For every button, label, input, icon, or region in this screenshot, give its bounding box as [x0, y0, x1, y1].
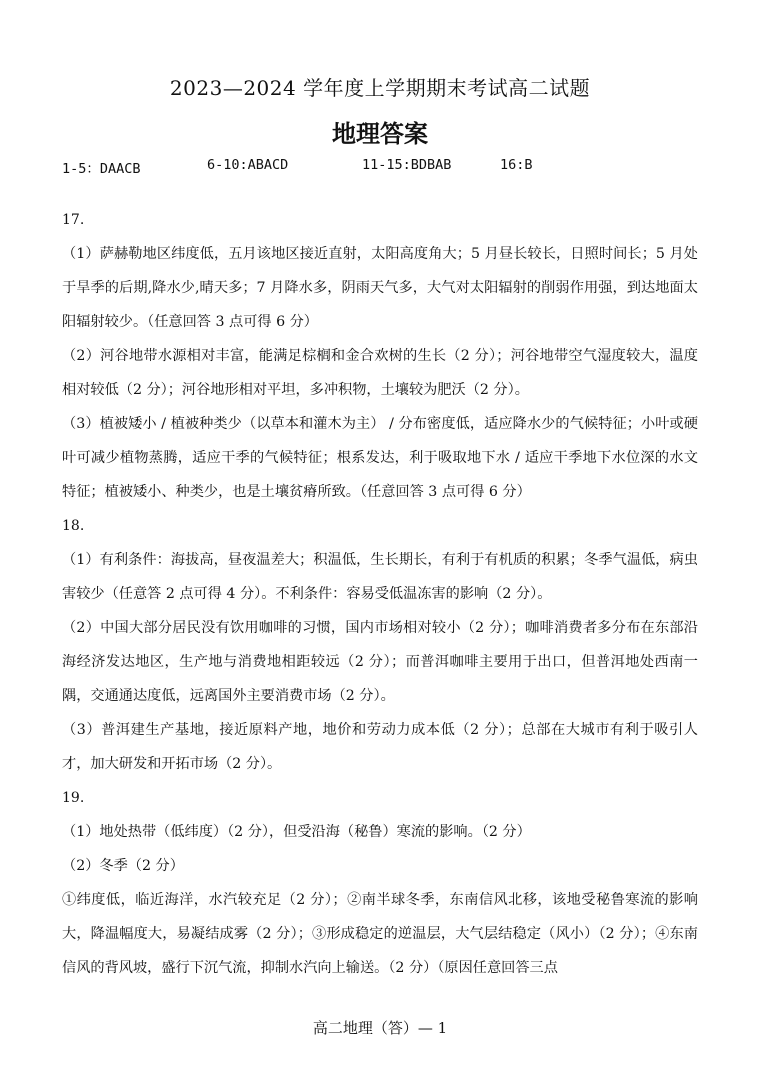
question-18-part-3: （3）普洱建生产基地，接近原料产地，地价和劳动力成本低（2 分）；总部在大城市有利于吸引人才，加大研发和开拓市场（2 分）。 — [62, 722, 698, 772]
question-17-part-1: （1）萨赫勒地区纬度低，五月该地区接近直射，太阳高度角大；5 月昼长较长，日照时间长；5 月处于旱季的后期,降水少,晴天多；7 月降水多，阴雨天气多，大气对太阳辐射的削弱作用强，到达地面太阳辐射较少。（任意回答 3 点可得 6 分） — [62, 246, 698, 330]
page-footer: 高二地理（答）— 1 — [312, 1019, 448, 1037]
question-18-number: 18. — [62, 518, 85, 534]
question-18-part-1: （1）有利条件：海拔高，昼夜温差大；积温低，生长期长，有利于有机质的积累；冬季气温低，病虫害较少（任意答 2 点可得 4 分）。不利条件：容易受低温冻害的影响（2 分）。 — [62, 552, 698, 602]
question-19-part-2: （2）冬季（2 分） — [62, 858, 184, 874]
question-17-number: 17. — [62, 212, 85, 228]
question-19-number: 19. — [62, 790, 85, 806]
question-18-part-2: （2）中国大部分居民没有饮用咖啡的习惯，国内市场相对较小（2 分）；咖啡消费者多分布在东部沿海经济发达地区，生产地与消费地相距较远（2 分）；而普洱咖啡主要用于出口，但普洱地处西南一隅，交通通达度低，远离国外主要消费市场（2 分）。 — [62, 620, 698, 704]
answer-group-6-10: 6-10:ABACD — [207, 157, 289, 173]
question-17-part-2: （2）河谷地带水源相对丰富，能满足棕榈和金合欢树的生长（2 分）；河谷地带空气湿度较大，温度相对较低（2 分）；河谷地形相对平坦，多冲积物，土壤较为肥沃（2 分）。 — [62, 348, 698, 398]
answer-group-16: 16:B — [500, 157, 533, 173]
answer-body — [62, 203, 698, 985]
answer-group-11-15: 11-15:BDBAB — [362, 157, 452, 173]
page-title: 2023—2024 学年度上学期期末考试高二试题 — [169, 76, 591, 100]
page-subtitle: 地理答案 — [332, 120, 428, 148]
answer-group-1-5: 1-5：DAACB — [62, 161, 141, 177]
question-17-part-3: （3）植被矮小 / 植被种类少（以草本和灌木为主） / 分布密度低，适应降水少的气候特征；小叶或硬叶可减少植物蒸腾，适应干季的气候特征；根系发达，利于吸取地下水 / 适应干季地下水位深的水文特征；植被矮小、种类少，也是土壤贫瘠所致。（任意回答 3 点可得 6 分） — [62, 416, 698, 500]
question-19-part-2-reasons: ①纬度低，临近海洋，水汽较充足（2 分）；②南半球冬季，东南信风北移，该地受秘鲁寒流的影响大，降温幅度大，易凝结成雾（2 分）；③形成稳定的逆温层，大气层结稳定（风小）（2 分）；④东南信风的背风坡，盛行下沉气流，抑制水汽向上输送。（2 分）（原因任意回答三点 — [62, 892, 698, 976]
question-19-part-1: （1）地处热带（低纬度）（2 分），但受沿海（秘鲁）寒流的影响。（2 分） — [62, 824, 531, 840]
